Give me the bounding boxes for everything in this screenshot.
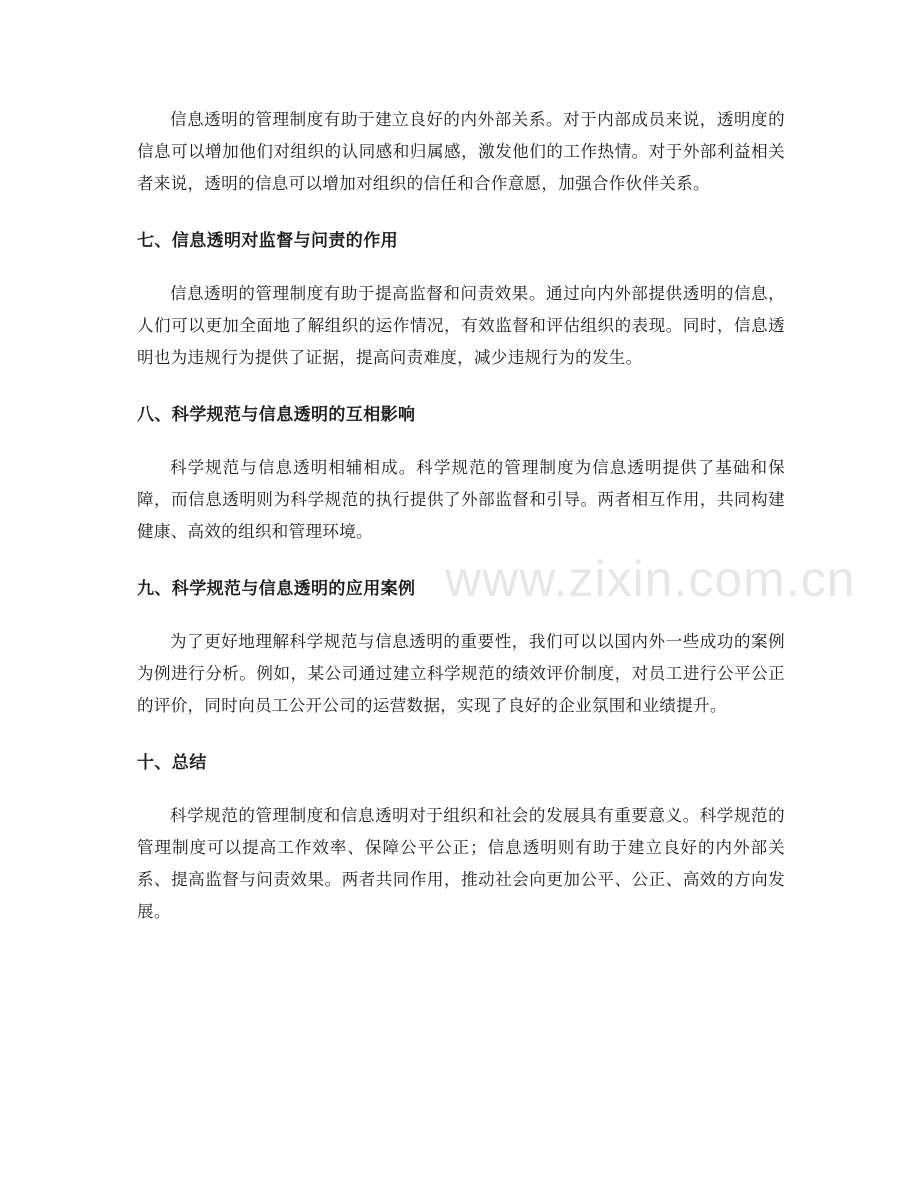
section-heading-10: 十、总结 — [137, 753, 207, 773]
watermark: www.zixin.com.cn — [445, 551, 856, 607]
paragraph-case-study: 为了更好地理解科学规范与信息透明的重要性，我们可以以国内外一些成功的案例为例进行分析。例如，某公司通过建立科学规范的绩效评价制度，对员工进行公平公正的评价，同时向员工公开公司的运营数据，实现了良好的企业氛围和业绩提升。 — [137, 632, 785, 715]
paragraph-summary: 科学规范的管理制度和信息透明对于组织和社会的发展具有重要意义。科学规范的管理制度可以提高工作效率、保障公平公正；信息透明则有助于建立良好的内外部关系、提高监督与问责效果。两者共同作用，推动社会向更加公平、公正、高效的方向发展。 — [137, 806, 785, 921]
paragraph-relations: 信息透明的管理制度有助于建立良好的内外部关系。对于内部成员来说，透明度的信息可以增加他们对组织的认同感和归属感，激发他们的工作热情。对于外部利益相关者来说，透明的信息可以增加对组织的信任和合作意愿，加强合作伙伴关系。 — [137, 110, 785, 193]
section-heading-7: 七、信息透明对监督与问责的作用 — [137, 231, 398, 251]
paragraph-mutual-influence: 科学规范与信息透明相辅相成。科学规范的管理制度为信息透明提供了基础和保障，而信息透明则为科学规范的执行提供了外部监督和引导。两者相互作用，共同构建健康、高效的组织和管理环境。 — [137, 458, 785, 541]
document-body — [137, 104, 785, 928]
section-heading-8: 八、科学规范与信息透明的互相影响 — [137, 405, 416, 425]
section-heading-9: 九、科学规范与信息透明的应用案例 — [137, 579, 416, 599]
paragraph-supervision: 信息透明的管理制度有助于提高监督和问责效果。通过向内外部提供透明的信息，人们可以更加全面地了解组织的运作情况，有效监督和评估组织的表现。同时，信息透明也为违规行为提供了证据，提高问责难度，减少违规行为的发生。 — [137, 284, 785, 367]
